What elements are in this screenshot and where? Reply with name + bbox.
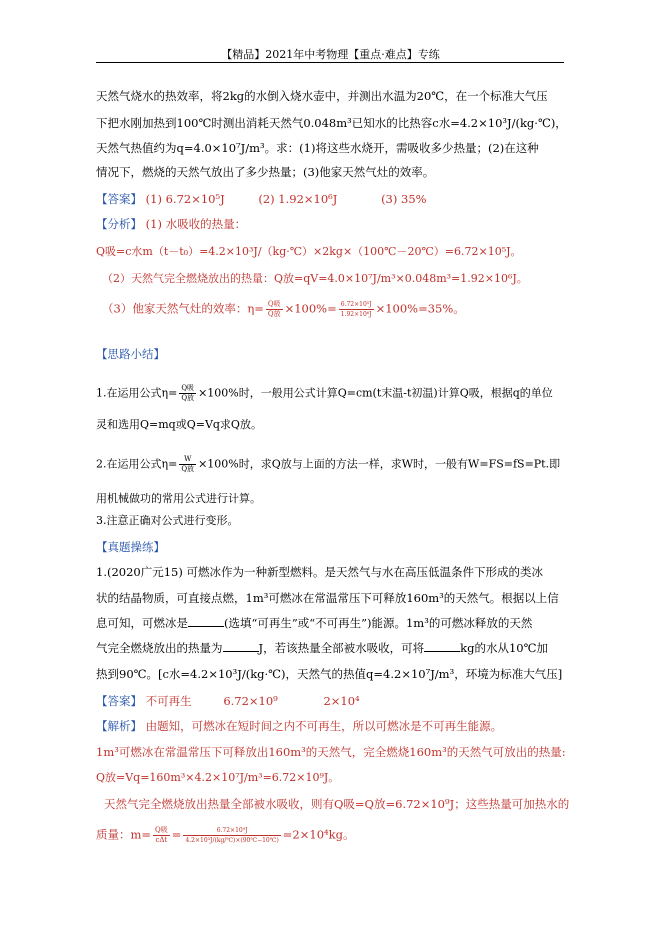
header-divider [96, 62, 564, 63]
exercise-text: (选填“可再生”或“不可再生”)能源。1m³的可燃冰释放的天然 [224, 616, 533, 630]
solution-label: 【解析】 [96, 719, 142, 733]
exercise-text: 息可知，可燃冰是 [96, 616, 188, 630]
summary-2-text: ×100%时，求Q放与上面的方法一样，求W时，一般有W=FS=fS=Pt.即 [198, 457, 561, 471]
fraction-denominator: 1.92×10⁶J [340, 311, 372, 318]
solution-line-4: 天然气完全燃烧放出热量全部被水吸收，则有Q吸=Q放=6.72×10⁹J；这些热量可加热水的 [104, 797, 570, 811]
efficiency-mid: ×100%= [284, 301, 337, 316]
fraction-denominator: Q放 [181, 394, 195, 402]
exercise-text: 气完全燃烧放出的热量为 [96, 641, 223, 655]
summary-item-2-cont: 用机械做功的常用公式进行计算。 [96, 492, 261, 505]
analysis-label: 【分析】 [96, 217, 142, 231]
answer-2: (2) 1.92×10⁶J [258, 192, 338, 206]
exercise-text: kg的水从10℃加 [460, 641, 548, 655]
fraction-numerator: Q吸 [155, 826, 168, 834]
summary-2-prefix: 2.在运用公式η= [96, 457, 178, 471]
mass-prefix: 质量：m= [96, 827, 152, 842]
answer-energy-type: 不可再生 [145, 694, 192, 708]
efficiency-formula [102, 300, 465, 319]
mass-fraction-2 [183, 826, 280, 845]
fraction-numerator: W [179, 455, 196, 465]
fraction-denominator: 4.2×10³J/(kg/℃)×(90℃−10℃) [185, 837, 279, 844]
answer-heat: 6.72×10⁹ [223, 694, 278, 708]
summary-item-1-cont: 灵和选用Q=mq或Q=Vq求Q放。 [96, 418, 262, 431]
summary-1-prefix: 1.在运用公式η= [96, 386, 178, 400]
mass-fraction-1 [153, 826, 170, 845]
efficiency-fraction-1 [266, 300, 283, 319]
analysis-step-1: (1) 水吸收的热量： [145, 217, 247, 231]
efficiency-fraction-2 [339, 300, 374, 319]
mass-result: =2×10⁴kg。 [282, 827, 355, 842]
fraction-denominator: Q放 [181, 465, 195, 473]
fraction-numerator: 6.72×10⁵J [340, 301, 372, 308]
solution-line-5 [96, 826, 354, 845]
problem-line-2: 下把水刚加热到100℃时测出消耗天然气0.048m³已知水的比热容c水=4.2×10³J/(kg·℃)， [96, 116, 567, 130]
summary-item-2 [96, 455, 560, 474]
answer-label: 【答案】 [96, 694, 142, 708]
solution-line-3: Q放=Vq=160m³×4.2×10⁷J/m³=6.72×10⁹J。 [96, 771, 340, 784]
fraction-denominator: Q放 [267, 310, 281, 318]
fraction-numerator: Q吸 [181, 384, 195, 392]
analysis-row [96, 216, 246, 232]
solution-line-2: 1m³可燃冰在常温常压下可释放出160m³的天然气，完全燃烧160m³的天然气可放出的热量: [96, 745, 566, 759]
summary-item-1 [96, 384, 553, 403]
problem-line-1: 天然气烧水的热效率，将2kg的水倒入烧水壶中，并测出水温为20℃，在一个标准大气压 [96, 89, 548, 103]
answer-row [96, 191, 427, 207]
page-header: 【精品】2021年中考物理【重点·难点】专练 [221, 48, 440, 61]
exercise-line-2: 状的结晶物质，可直接点燃，1m³可燃冰在常温常压下可释放160m³的天然气。根据以上信 [96, 591, 559, 605]
answer-mass: 2×10⁴ [323, 694, 360, 708]
fraction-numerator: Q吸 [267, 300, 281, 308]
summary-1-fraction [179, 384, 196, 403]
blank-heat[interactable] [223, 641, 259, 652]
blank-mass[interactable] [424, 641, 460, 652]
fraction-denominator: cΔt [155, 836, 168, 844]
equals-sign: = [171, 827, 182, 842]
fraction-numerator: 6.72×10⁹J [183, 826, 280, 836]
answer-row-2 [96, 693, 360, 709]
exercise-line-1: 1.(2020广元15) 可燃冰作为一种新型燃料。是天然气与水在高压低温条件下形成的类冰 [96, 565, 543, 579]
exercise-line-4 [96, 640, 548, 656]
answer-label: 【答案】 [96, 192, 142, 206]
problem-line-3: 天然气热值约为q=4.0×10⁷J/m³。求：(1)将这些水烧开，需吸收多少热量；(2)在这种 [96, 141, 539, 155]
exercise-line-3 [96, 615, 532, 631]
heat-released-formula: （2）天然气完全燃烧放出的热量：Q放=qV=4.0×10⁷J/m³×0.048m³=1.92×10⁶J。 [102, 272, 528, 285]
summary-item-3: 3.注意正确对公式进行变形。 [96, 514, 239, 527]
problem-line-4: 情况下，燃烧的天然气放出了多少热量；(3)他家天然气灶的效率。 [96, 165, 435, 179]
summary-2-fraction [179, 455, 196, 474]
exercise-text: J，若该热量全部被水吸收，可将 [258, 641, 425, 655]
answer-1: (1) 6.72×10⁵J [145, 192, 225, 206]
efficiency-result: ×100%=35%。 [375, 301, 465, 316]
solution-row [96, 718, 502, 734]
solution-line-1: 由题知，可燃冰在短时间之内不可再生，所以可燃冰是不可再生能源。 [145, 719, 503, 733]
exercise-line-5: 热到90℃。[c水=4.2×10³J/(kg·℃)，天然气的热值q=4.2×10⁷J/m³，环境为标准大气压] [96, 667, 563, 681]
exercise-heading: 【真题操练】 [96, 540, 165, 554]
heat-absorbed-formula: Q吸=c水m（t－t₀）=4.2×10³J/（kg·℃）×2kg×（100℃－20℃）=6.72×10⁵J。 [96, 245, 522, 258]
answer-3: (3) 35% [381, 192, 427, 206]
blank-energy-type[interactable] [188, 616, 224, 627]
summary-heading: 【思路小结】 [96, 347, 165, 361]
efficiency-prefix: （3）他家天然气灶的效率：η= [102, 301, 264, 316]
summary-1-text: ×100%时，一般用公式计算Q=cm(t末温-t初温)计算Q吸，根据q的单位 [198, 386, 553, 400]
